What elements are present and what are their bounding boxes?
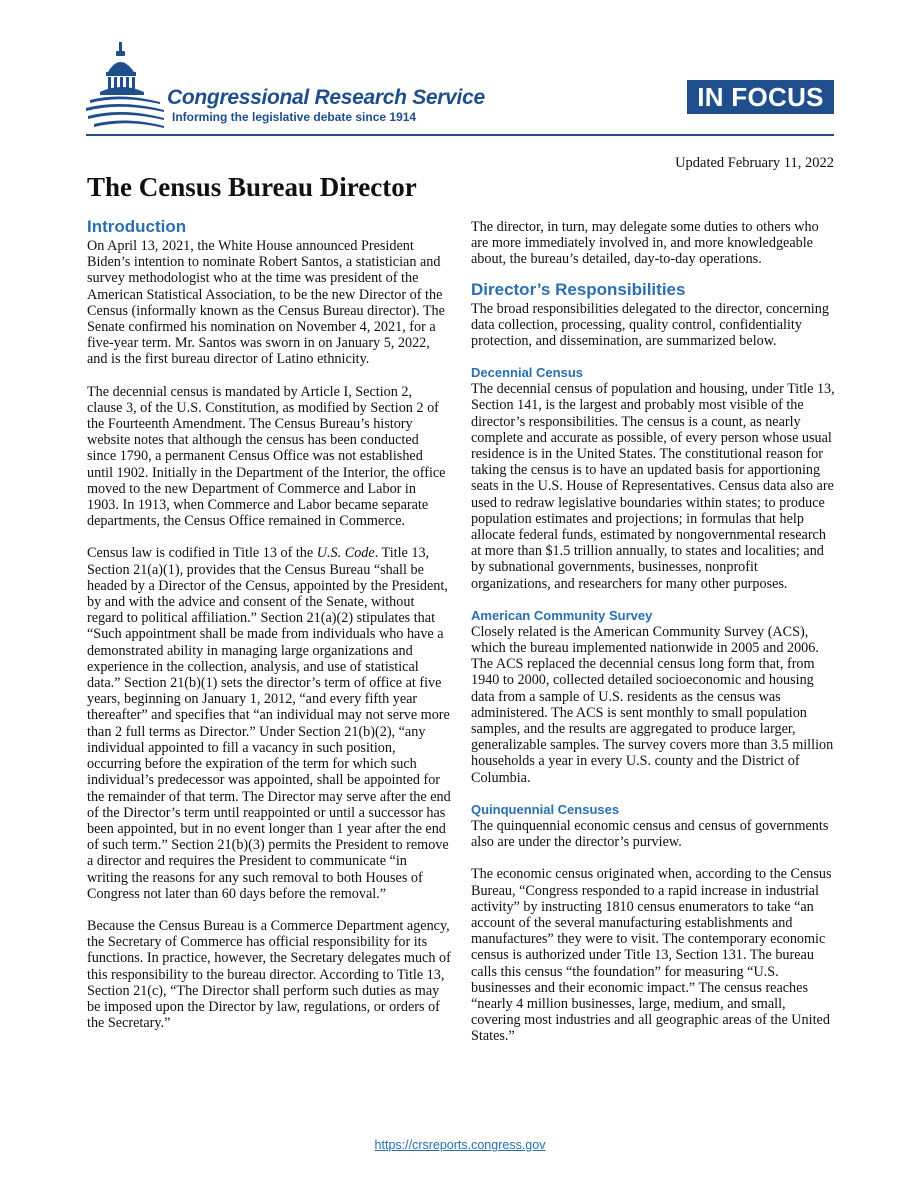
heading-introduction: Introduction bbox=[87, 217, 187, 236]
page-title: The Census Bureau Director bbox=[87, 172, 417, 202]
updated-date: Updated February 11, 2022 bbox=[675, 155, 834, 171]
page-header bbox=[0, 0, 920, 140]
left-column bbox=[87, 215, 451, 1047]
intro-paragraph-2: The decennial census is mandated by Article I, Section 2, clause 3, of the U.S. Constitution, as modified by Section 2 of the Fourteenth Amendment. The Census Bureau’s history website notes that although the census has been conducted since 1790, a permanent Census Office was not established until 1902. Initially in the Department of the Interior, the office moved to the new Department of Commerce and Labor in 1903. In 1913, when Commerce and Labor became separate departments, the Census Office remained in Commerce. bbox=[87, 383, 446, 530]
us-code-italic: U.S. Code bbox=[316, 545, 375, 562]
capitol-dome-logo-icon bbox=[86, 42, 166, 128]
intro-paragraph-4: Because the Census Bureau is a Commerce Department agency, the Secretary of Commerce has official responsibility for its functions. In practice, however, the Secretary delegates much of this responsibility to the bureau director. According to Title 13, Section 21(c), “The Director shall perform such duties as may be imposed upon the Director by law, regulations, or orders of the Secretary.” bbox=[87, 917, 451, 1032]
subheading-decennial-census: Decennial Census bbox=[471, 365, 583, 381]
quinquennial-paragraph: The quinquennial economic census and census of governments also are under the director’s purview. bbox=[471, 817, 829, 851]
paragraph-text: Census law is codified in Title 13 of the bbox=[87, 545, 317, 562]
delegation-paragraph: The director, in turn, may delegate some duties to others who are more immediately involved in, and more knowledgeable about, the bureau’s detailed, day-to-day operations. bbox=[471, 219, 819, 268]
economic-census-paragraph: The economic census originated when, according to the Census Bureau, “Congress responded to a rapid increase in industrial activity” by instructing 1810 census enumerators to take “an account of the several manufacturing establishments and manufactures” they were to visit. The contemporary economic census is authorized under Title 13, Section 131. The bureau calls this census “the foundation” for measuring “U.S. businesses and their economic impact.” The census reaches “nearly 4 million businesses, large, medium, and small, covering most industries and all geographic areas of the United States.” bbox=[471, 866, 832, 1045]
responsibilities-paragraph: The broad responsibilities delegated to the director, concerning data collection, processing, quality control, confidentiality protection, and dissemination, are summarized below. bbox=[471, 300, 829, 350]
paragraph-text: . Title 13, Section 21(a)(1), provides that the Census Bureau “shall be headed by a Director of the Census, appointed by the President, by and with the advice and consent of the Senate, without regard to political affiliation.” Section 21(a)(2) stipulates that “Such appointment shall be made from individuals who have a demonstrated ability in managing large organizations and experience in the collection, analysis, and use of statistical data.” Section 21(b)(1) sets the director’s term of office at five years, beginning on January 1, 2012, “and every fifth year thereafter” and specifies that “an individual may not serve more than 2 full terms as Director.” Under Section 21(b)(2), “any individual appointed to fill a vacancy in such position, occurring before the expiration of the term for which such individual’s predecessor was appointed, shall be appointed for the remainder of that term. The Director may serve after the end of the Director’s term until reappointed or until a successor has been appointed, but in no event longer than 1 year after the end of such term.” Section 21(b)(3) permits the President to remove a director and requires the President to communicate “in writing the reasons for any such removal to both Houses of Congress not later than 60 days before the removal.” bbox=[87, 545, 451, 902]
subheading-quinquennial-censuses: Quinquennial Censuses bbox=[471, 801, 620, 817]
in-focus-badge: IN FOCUS bbox=[687, 80, 834, 114]
intro-paragraph-3 bbox=[87, 545, 451, 901]
subheading-american-community-survey: American Community Survey bbox=[471, 607, 653, 623]
heading-directors-responsibilities: Director’s Responsibilities bbox=[471, 279, 686, 299]
crsreports-link[interactable]: https://crsreports.congress.gov bbox=[374, 1138, 546, 1152]
right-column bbox=[471, 219, 835, 1061]
acs-paragraph: Closely related is the American Community Survey (ACS), which the bureau implemented nationwide in 2005 and 2006. The ACS replaced the decennial census long form that, from 1940 to 2000, collected detailed socioeconomic and housing data from a sample of U.S. residents as the census was administered. The ACS is sent monthly to small population samples, and the results are aggregated to produce larger, generalizable samples. The survey covers more than 3.5 million households a year in every U.S. county and the District of Columbia. bbox=[471, 623, 834, 786]
header-divider bbox=[86, 134, 834, 136]
decennial-census-paragraph: The decennial census of population and housing, under Title 13, Section 141, is the largest and probably most visible of the director’s responsibilities. The census is a count, as nearly complete and accurate as possible, of every person whose usual residence is in the United States. The constitutional reason for taking the census is to have an updated basis for apportioning seats in the U.S. House of Representatives. Census data also are used to redraw legislative boundaries within states; to produce population estimates and projections; in formulas that help allocate federal funds, estimated by nongovernmental research at more than $1.5 trillion annually, to states and localities; and by subnational governments, businesses, nonprofit organizations, and researchers for many other purposes. bbox=[471, 381, 835, 592]
org-name: Congressional Research Service bbox=[167, 86, 485, 109]
org-tagline: Informing the legislative debate since 1914 bbox=[172, 110, 417, 124]
intro-paragraph-1: On April 13, 2021, the White House announced President Biden’s intention to nominate Robert Santos, a statistician and survey methodologist who at the time was president of the American Statistical Association, to be the new Director of the Census (informally known as the Census Bureau director). The Senate confirmed his nomination on November 4, 2021, for a five-year term. Mr. Santos was sworn in on January 5, 2022, and is the first bureau director of Latino ethnicity. bbox=[87, 238, 445, 368]
